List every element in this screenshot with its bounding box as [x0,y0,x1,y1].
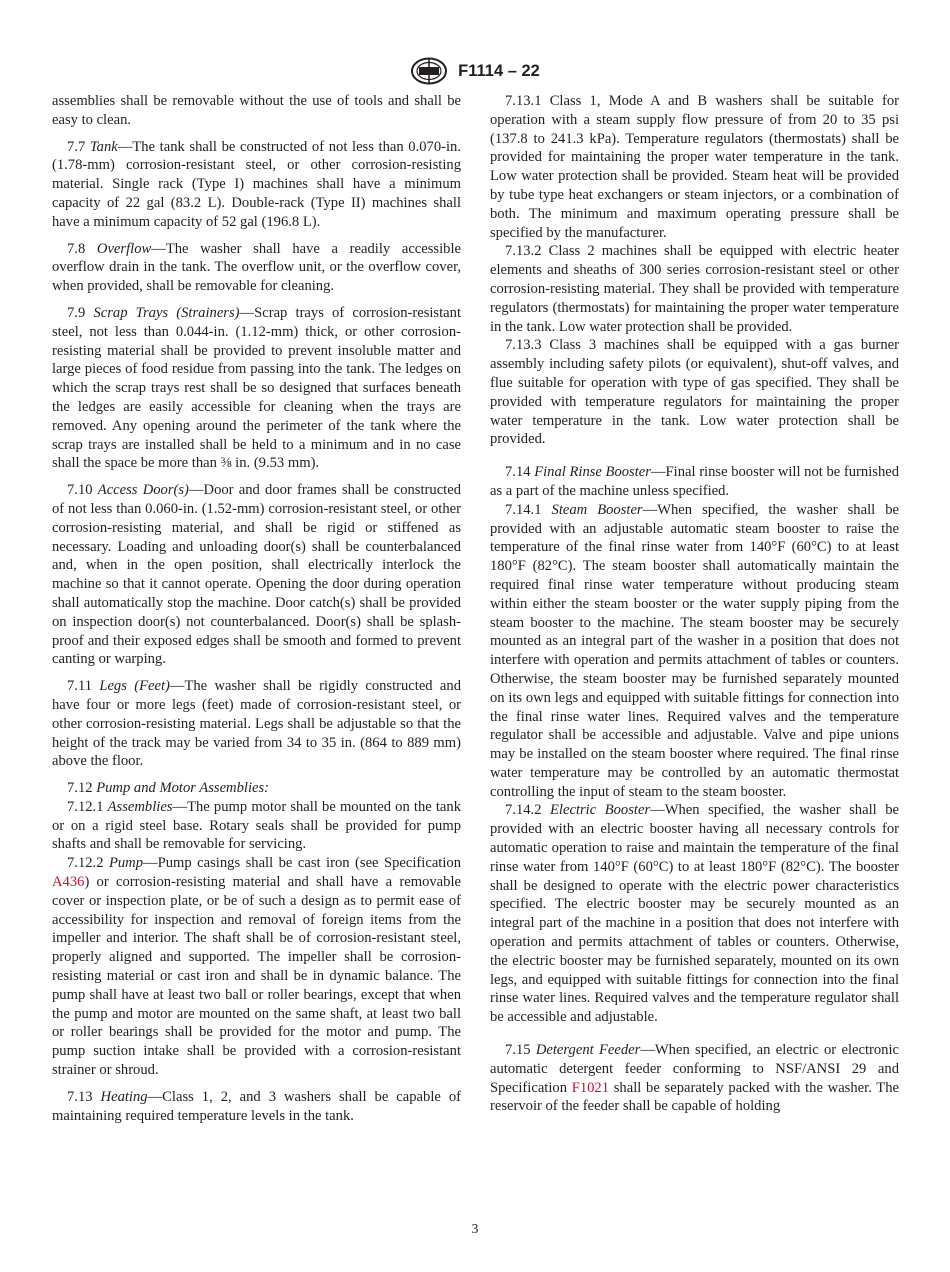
section-7-13: 7.13 Heating—Class 1, 2, and 3 washers shall be capable of maintaining required temperature levels in the tank. [52,1088,462,1124]
section-7-11: 7.11 Legs (Feet)—The washer shall be rigidly constructed and have four or more legs (feet) made of corrosion-resistant steel, or other corrosion-resisting material. Legs shall be adjustable so that the height of the track may be varied from 34 to 35 in. (864 to 889 mm) above the floor. [52,678,461,770]
link-a436[interactable]: A436 [52,874,85,891]
section-7-13-2: 7.13.2 Class 2 machines shall be equipped with electric heater elements and sheaths of 300 series corrosion-resistant steel or other corrosion-resisting material. They shall be provided with temperature regulators (thermostats) for maintaining the proper water temperature in the tank. Low water protection shall be provided. [490,243,899,335]
section-7-14: 7.14 Final Rinse Booster—Final rinse booster will not be furnished as a part of the machine unless specified. [490,464,900,499]
left-column [52,92,461,1133]
section-7-14-1: 7.14.1 Steam Booster—When specified, the washer shall be provided with an adjustable automatic steam booster to raise the temperature of the final rinse water from 140°F (60°C) to at least 180°F (82°C). The steam booster shall automatically maintain the required final rinse water temperature without producing steam within either the steam booster or the water supply piping from the steam booster to the machine. The steam booster may be securely mounted as an integral part of the washer in a position that does not interfere with operation and permits attachment of tables or counters. Otherwise, the steam booster may be furnished separately mounted on its own legs and equipped with suitable fittings for connection into the final rinse water lines. Required valves and the temperature regulator shall be accessible and adjustable. Valve and pipe unions may be installed on the steam booster where required. The final rinse water temperature may be controlled by an automatic thermostat controlling the input of steam to the steam booster. [490,501,899,800]
paragraph-continuation: assemblies shall be removable without the use of tools and shall be easy to clean. [52,93,461,128]
section-7-8: 7.8 Overflow—The washer shall have a readily accessible overflow drain in the tank. The overflow unit, or the overflow cover, when provided, shall be removable for cleaning. [52,240,461,295]
section-7-10: 7.10 Access Door(s)—Door and door frames shall be constructed of not less than 0.060-in. (1.52-mm) corrosion-resistant steel, or other corrosion-resisting material, and shall be rigid or stiffened as necessary. Loading and unloading door(s) shall be counterbalanced and, when in the open position, shall electrically interlock the machine so that it cannot operate. Opening the door during operation shall automatically stop the machine. Door catch(s) shall be provided on inspection door(s) not counterbalanced. Door(s) shall be splash-proof and their exposed edges shall be smooth and formed to prevent canting or warping. [52,482,462,668]
section-7-15: 7.15 Detergent Feeder—When specified, an electric or electronic automatic detergent feeder conforming to NSF/ANSI 29 and Specification F1021 shall be separately packed with the washer. The reservoir of the feeder shall be capable of holding [490,1042,899,1115]
section-7-7: 7.7 Tank—The tank shall be constructed of not less than 0.070-in. (1.78-mm) corrosion-resistant steel, or other corrosion-resisting material. Single rack (Type I) machines shall have a minimum capacity of 22 gal (83.2 L). Double-rack (Type II) machines shall have a minimum capacity of 52 gal (196.8 L). [52,138,461,230]
document-id: F1114 – 22 [458,61,540,80]
section-7-13-1: 7.13.1 Class 1, Mode A and B washers shall be suitable for operation with a steam supply flow pressure of from 20 to 35 psi (137.8 to 241.3 kPa). Temperature regulators (thermostats) shall be provided for maintaining the proper water temperature in the tank. Low water protection shall be provided. Steam heat will be provided by tube type heat exchangers or steam injectors, or a combination of both. The minimum and maximum operating pressure shall be specified by the manufacturer. [490,93,899,241]
section-7-12: 7.12 Pump and Motor Assemblies: [67,780,270,797]
page-number: 3 [471,1221,479,1236]
section-7-13-3: 7.13.3 Class 3 machines shall be equipped with a gas burner assembly including safety pilots (or equivalent), shut-off valves, and flue suitable for operation with type of gas specified. They shall be provided with temperature regulators for maintaining the proper water temperature in the tank. Low water protection shall be provided. [490,337,899,448]
section-7-9: 7.9 Scrap Trays (Strainers)—Scrap trays of corrosion-resistant steel, not less than 0.044-in. (1.12-mm) thick, or other corrosion-resisting material shall be provided to prevent insoluble matter and large pieces of food residue from passing into the tank. The ledges on which the scrap trays rest shall be so designed that surfaces beneath the ledges are easily accessible for cleaning when the trays are removed. Any opening around the perimeter of the tank where the scrap trays are installed shall be held to a minimum and in no case shall the space be more than ⅜ in. (9.53 mm). [52,304,461,472]
page-header [0,57,950,85]
section-7-12-2: 7.12.2 Pump—Pump casings shall be cast iron (see Specification A436) or corrosion-resisting material and shall have a removable cover or inspection plate, or be of such a design as to permit ease of accessibility for inspection and removal of foreign items from the impeller and interior. The shaft shall be of corrosion-resistant steel, properly aligned and supported. The impeller shall be corrosion-resisting material or cast iron and shall be in dynamic balance. The pump shall have at least two ball or roller bearings, except that when the pump and motor are mounted on the same shaft, at least two ball or roller bearings shall be provided for the motor and pump. The pump suction intake shall be provided with a corrosion-resistant strainer or shroud. [52,855,461,1079]
right-column [490,92,899,1116]
section-7-14-2: 7.14.2 Electric Booster—When specified, the washer shall be provided with an electric booster having all necessary controls for automatic operation to raise and maintain the temperature of the final rinse water from 140°F (60°C) to at least 180°F (82°C). The booster shall be designed to operate with the electric power characteristics specified. The electric booster may be securely mounted as an integral part of the machine in a position that does not interfere with operation and permits attachment of tables or counters. Otherwise, the electric booster may be furnished separately, mounted on its own legs, and equipped with suitable fittings for connection into the final rinse water lines. Required valves and the temperature regulator shall be accessible and adjustable. [490,802,899,1026]
link-f1021[interactable]: F1021 [571,1079,610,1096]
section-7-12-1: 7.12.1 Assemblies—The pump motor shall be mounted on the tank or on a rigid steel base. Rotary seals shall be provided for pump shafts and shall be removable for servicing. [52,798,462,853]
astm-logo-icon [410,57,448,85]
